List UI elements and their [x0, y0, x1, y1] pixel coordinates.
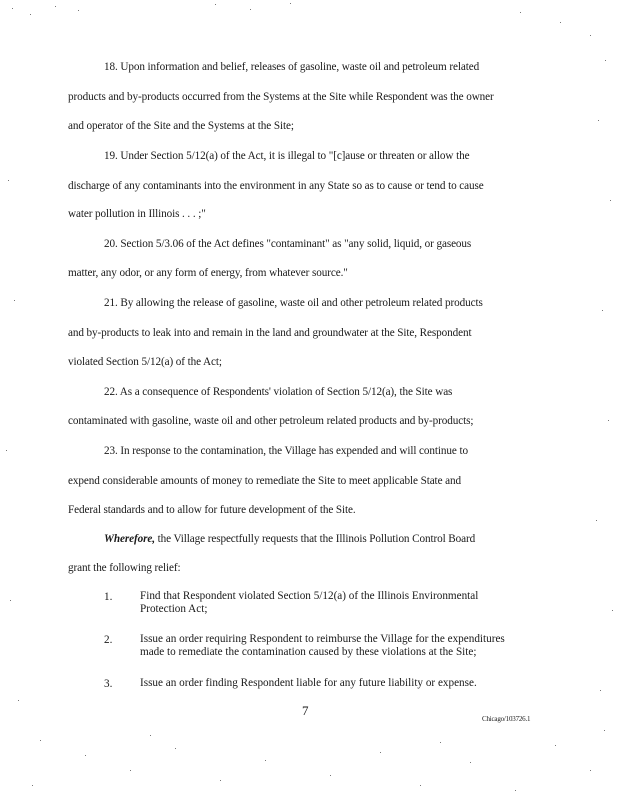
relief-item-3-number: 3.: [104, 678, 113, 690]
relief-item-2-line-2: made to remediate the contamination caused by these violations at the Site;: [140, 646, 477, 658]
paragraph-18-line-3: and operator of the Site and the Systems at the Site;: [68, 120, 294, 132]
relief-item-1-line-2: Protection Act;: [140, 603, 208, 615]
wherefore-clause: [104, 532, 475, 546]
paragraph-18-line-1: 18. Upon information and belief, releases of gasoline, waste oil and petroleum related: [104, 61, 480, 73]
paragraph-23-line-3: Federal standards and to allow for future development of the Site.: [68, 504, 356, 516]
relief-item-3-line-1: Issue an order finding Respondent liable for any future liability or expense.: [140, 677, 477, 689]
paragraph-18-line-2: products and by-products occurred from the Systems at the Site while Respondent was the owner: [68, 91, 494, 103]
paragraph-19-line-2: discharge of any contaminants into the environment in any State so as to cause or tend to cause: [68, 180, 484, 192]
paragraph-21-line-2: and by-products to leak into and remain in the land and groundwater at the Site, Respondent: [68, 327, 472, 339]
relief-item-2-line-1: Issue an order requiring Respondent to reimburse the Village for the expenditures: [140, 633, 505, 645]
paragraph-19-line-1: 19. Under Section 5/12(a) of the Act, it is illegal to "[c]ause or threaten or allow the: [104, 150, 470, 162]
relief-item-2-number: 2.: [104, 634, 113, 646]
wherefore-lead: Wherefore,: [104, 533, 155, 545]
relief-item-1-number: 1.: [104, 591, 113, 603]
paragraph-19-line-3: water pollution in Illinois . . . ;": [68, 208, 206, 220]
paragraph-21-line-3: violated Section 5/12(a) of the Act;: [68, 356, 222, 368]
paragraph-23-line-2: expend considerable amounts of money to remediate the Site to meet applicable State and: [68, 475, 461, 487]
relief-item-1-line-1: Find that Respondent violated Section 5/12(a) of the Illinois Environmental: [140, 590, 479, 602]
wherefore-rest: the Village respectfully requests that the Illinois Pollution Control Board: [154, 533, 476, 545]
page-number: 7: [302, 703, 309, 718]
paragraph-22-line-2: contaminated with gasoline, waste oil and other petroleum related products and by-products;: [68, 415, 474, 427]
paragraph-20-line-2: matter, any odor, or any form of energy, from whatever source.": [68, 267, 348, 279]
paragraph-22-line-1: 22. As a consequence of Respondents' violation of Section 5/12(a), the Site was: [104, 386, 453, 398]
paragraph-23-line-1: 23. In response to the contamination, the Village has expended and will continue to: [104, 445, 468, 457]
document-id: Chicago/103726.1: [482, 715, 531, 723]
paragraph-20-line-1: 20. Section 5/3.06 of the Act defines "contaminant" as "any solid, liquid, or gaseous: [104, 238, 472, 250]
wherefore-line-2: grant the following relief:: [68, 562, 181, 574]
paragraph-21-line-1: 21. By allowing the release of gasoline, waste oil and other petroleum related products: [104, 297, 483, 309]
